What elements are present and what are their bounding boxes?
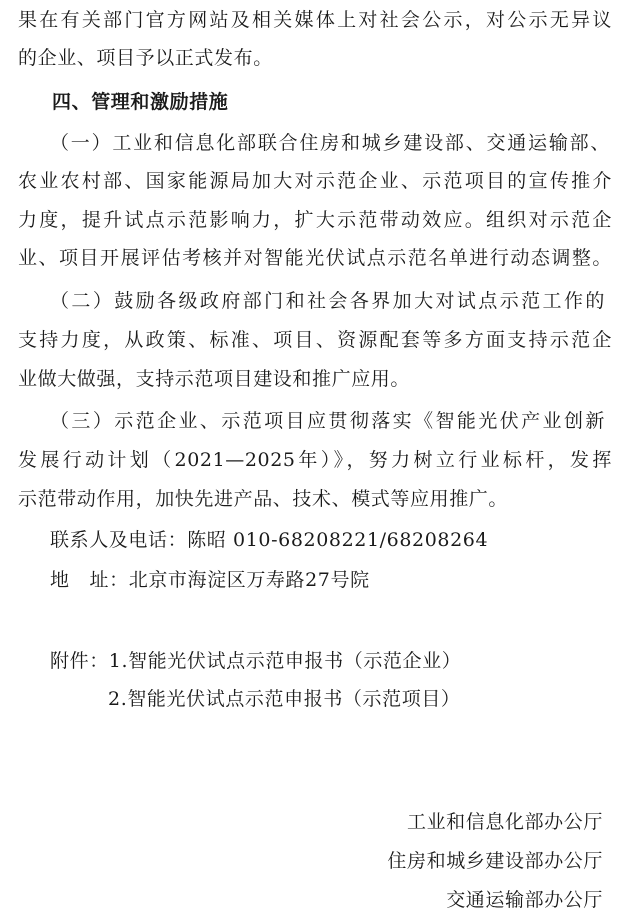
signature-line: 交通运输部办公厅	[446, 889, 603, 911]
attachment-line: 附件：1.智能光伏试点示范申报书（示范企业）	[50, 650, 462, 672]
paragraph-line: 支持力度，从政策、标准、项目、资源配套等多方面支持示范企	[18, 329, 612, 351]
address-line: 地 址：北京市海淀区万寿路27号院	[50, 569, 370, 591]
section-heading: 四、管理和激励措施	[52, 91, 229, 113]
paragraph-line: 力度，提升试点示范影响力，扩大示范带动效应。组织对示范企	[18, 209, 612, 231]
paragraph-line: 业、项目开展评估考核并对智能光伏试点示范名单进行动态调整。	[18, 247, 612, 269]
paragraph-line: 农业农村部、国家能源局加大对示范企业、示范项目的宣传推介	[18, 170, 612, 192]
paragraph-line: （三）示范企业、示范项目应贯彻落实《智能光伏产业创新	[50, 410, 605, 432]
paragraph-line: 的企业、项目予以正式发布。	[18, 47, 273, 69]
paragraph-line: 发展行动计划（2021—2025年）》，努力树立行业标杆，发挥	[18, 449, 612, 471]
attachment-line: 2.智能光伏试点示范申报书（示范项目）	[108, 688, 461, 710]
signature-line: 工业和信息化部办公厅	[406, 811, 603, 833]
paragraph-line: 示范带动作用，加快先进产品、技术、模式等应用推广。	[18, 488, 509, 510]
paragraph-line: 果在有关部门官方网站及相关媒体上对社会公示，对公示无异议	[18, 9, 612, 31]
signature-line: 住房和城乡建设部办公厅	[387, 850, 603, 872]
paragraph-line: 业做大做强，支持示范项目建设和推广应用。	[18, 368, 411, 390]
contact-line: 联系人及电话：陈昭 010-68208221/68208264	[50, 529, 489, 551]
paragraph-line: （一）工业和信息化部联合住房和城乡建设部、交通运输部、	[50, 132, 610, 154]
paragraph-line: （二）鼓励各级政府部门和社会各界加大对试点示范工作的	[50, 290, 605, 312]
